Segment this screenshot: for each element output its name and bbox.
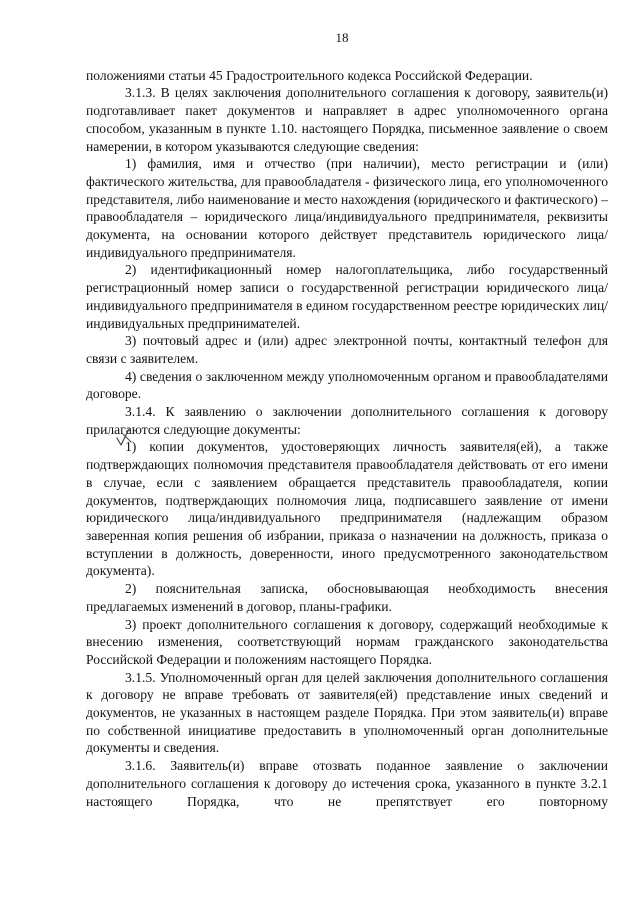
- paragraph-continuation: положениями статьи 45 Градостроительного кодекса Российской Федерации.: [86, 67, 533, 83]
- paragraph-3-1-4: 3.1.4. К заявлению о заключении дополнительного соглашения к договору прилагаются следующие документы:: [86, 404, 608, 437]
- paragraph-3-1-4-item-3: 3) проект дополнительного соглашения к договору, содержащий необходимые к внесению изменения, соответствующий нормам гражданского законодательства Российской Федерации и положениям настоящего Порядка.: [86, 616, 608, 667]
- paragraph-3-1-4-item-1: 1) копии документов, удостоверяющих личность заявителя(ей), а также подтверждающих полномочия представителя правообладателя действовать от его имени в случае, если с заявлением обращается представитель правообладателя, копии документов, подтверждающих полномочия лица, подписавшего заявление от имени юридического лица/индивидуального предпринимателя (надлежащим образом заверенная копия решения об избрании, приказа о назначении на должность, приказа о вступлении в должность, доверенности, иного предусмотренного законодательством документа).: [86, 439, 608, 579]
- paragraph-3-1-3-item-3: 3) почтовый адрес и (или) адрес электронной почты, контактный телефон для связи с заявителем.: [86, 333, 608, 366]
- paragraph-3-1-3-item-4: 4) сведения о заключенном между уполномоченным органом и правообладателями договоре.: [86, 368, 608, 402]
- handwritten-check-mark-icon: [114, 426, 134, 448]
- paragraph-3-1-5: 3.1.5. Уполномоченный орган для целей заключения дополнительного соглашения к договору не вправе требовать от заявителя(ей) представление иных сведений и документов, не указанных в настоящем разделе Порядка. При этом заявитель(и) вправе по собственной инициативе предоставить в уполномоченный орган дополнительные документы и сведения.: [86, 669, 608, 756]
- paragraph-3-1-4-item-2: 2) пояснительная записка, обосновывающая необходимость внесения предлагаемых изменений в договор, планы-графики.: [86, 581, 608, 614]
- paragraph-3-1-3: 3.1.3. В целях заключения дополнительного соглашения к договору, заявитель(и) подготавливает пакет документов и направляет в адрес уполномоченного органа способом, указанным в пункте 1.10. настоящего Порядка, письменное заявление о своем намерении, в котором указываются следующие сведения:: [86, 85, 608, 154]
- paragraph-3-1-6: 3.1.6. Заявитель(и) вправе отозвать поданное заявление о заключении дополнительного соглашения к договору до истечения срока, указанного в пункте 3.2.1 настоящего Порядка, что не препятствует его повторному: [86, 758, 608, 809]
- paragraph-3-1-3-item-2: 2) идентификационный номер налогоплательщика, либо государственный регистрационный номер записи о государственной регистрации юридического лица/индивидуального предпринимателя в едином государственном реестре юридических лиц/индивидуальных предпринимателей.: [86, 262, 608, 331]
- paragraph-3-1-3-item-1: 1) фамилия, имя и отчество (при наличии), место регистрации и (или) фактического жительства, для правообладателя - физического лица, его уполномоченного представителя, либо наименование и место нахождения (юридического и фактического) – правообладателя – юридического лица/индивидуального предпринимателя, реквизиты документа, на основании которого действует представитель юридического лица/индивидуального предпринимателя.: [86, 156, 608, 260]
- page-number: 18: [335, 30, 349, 45]
